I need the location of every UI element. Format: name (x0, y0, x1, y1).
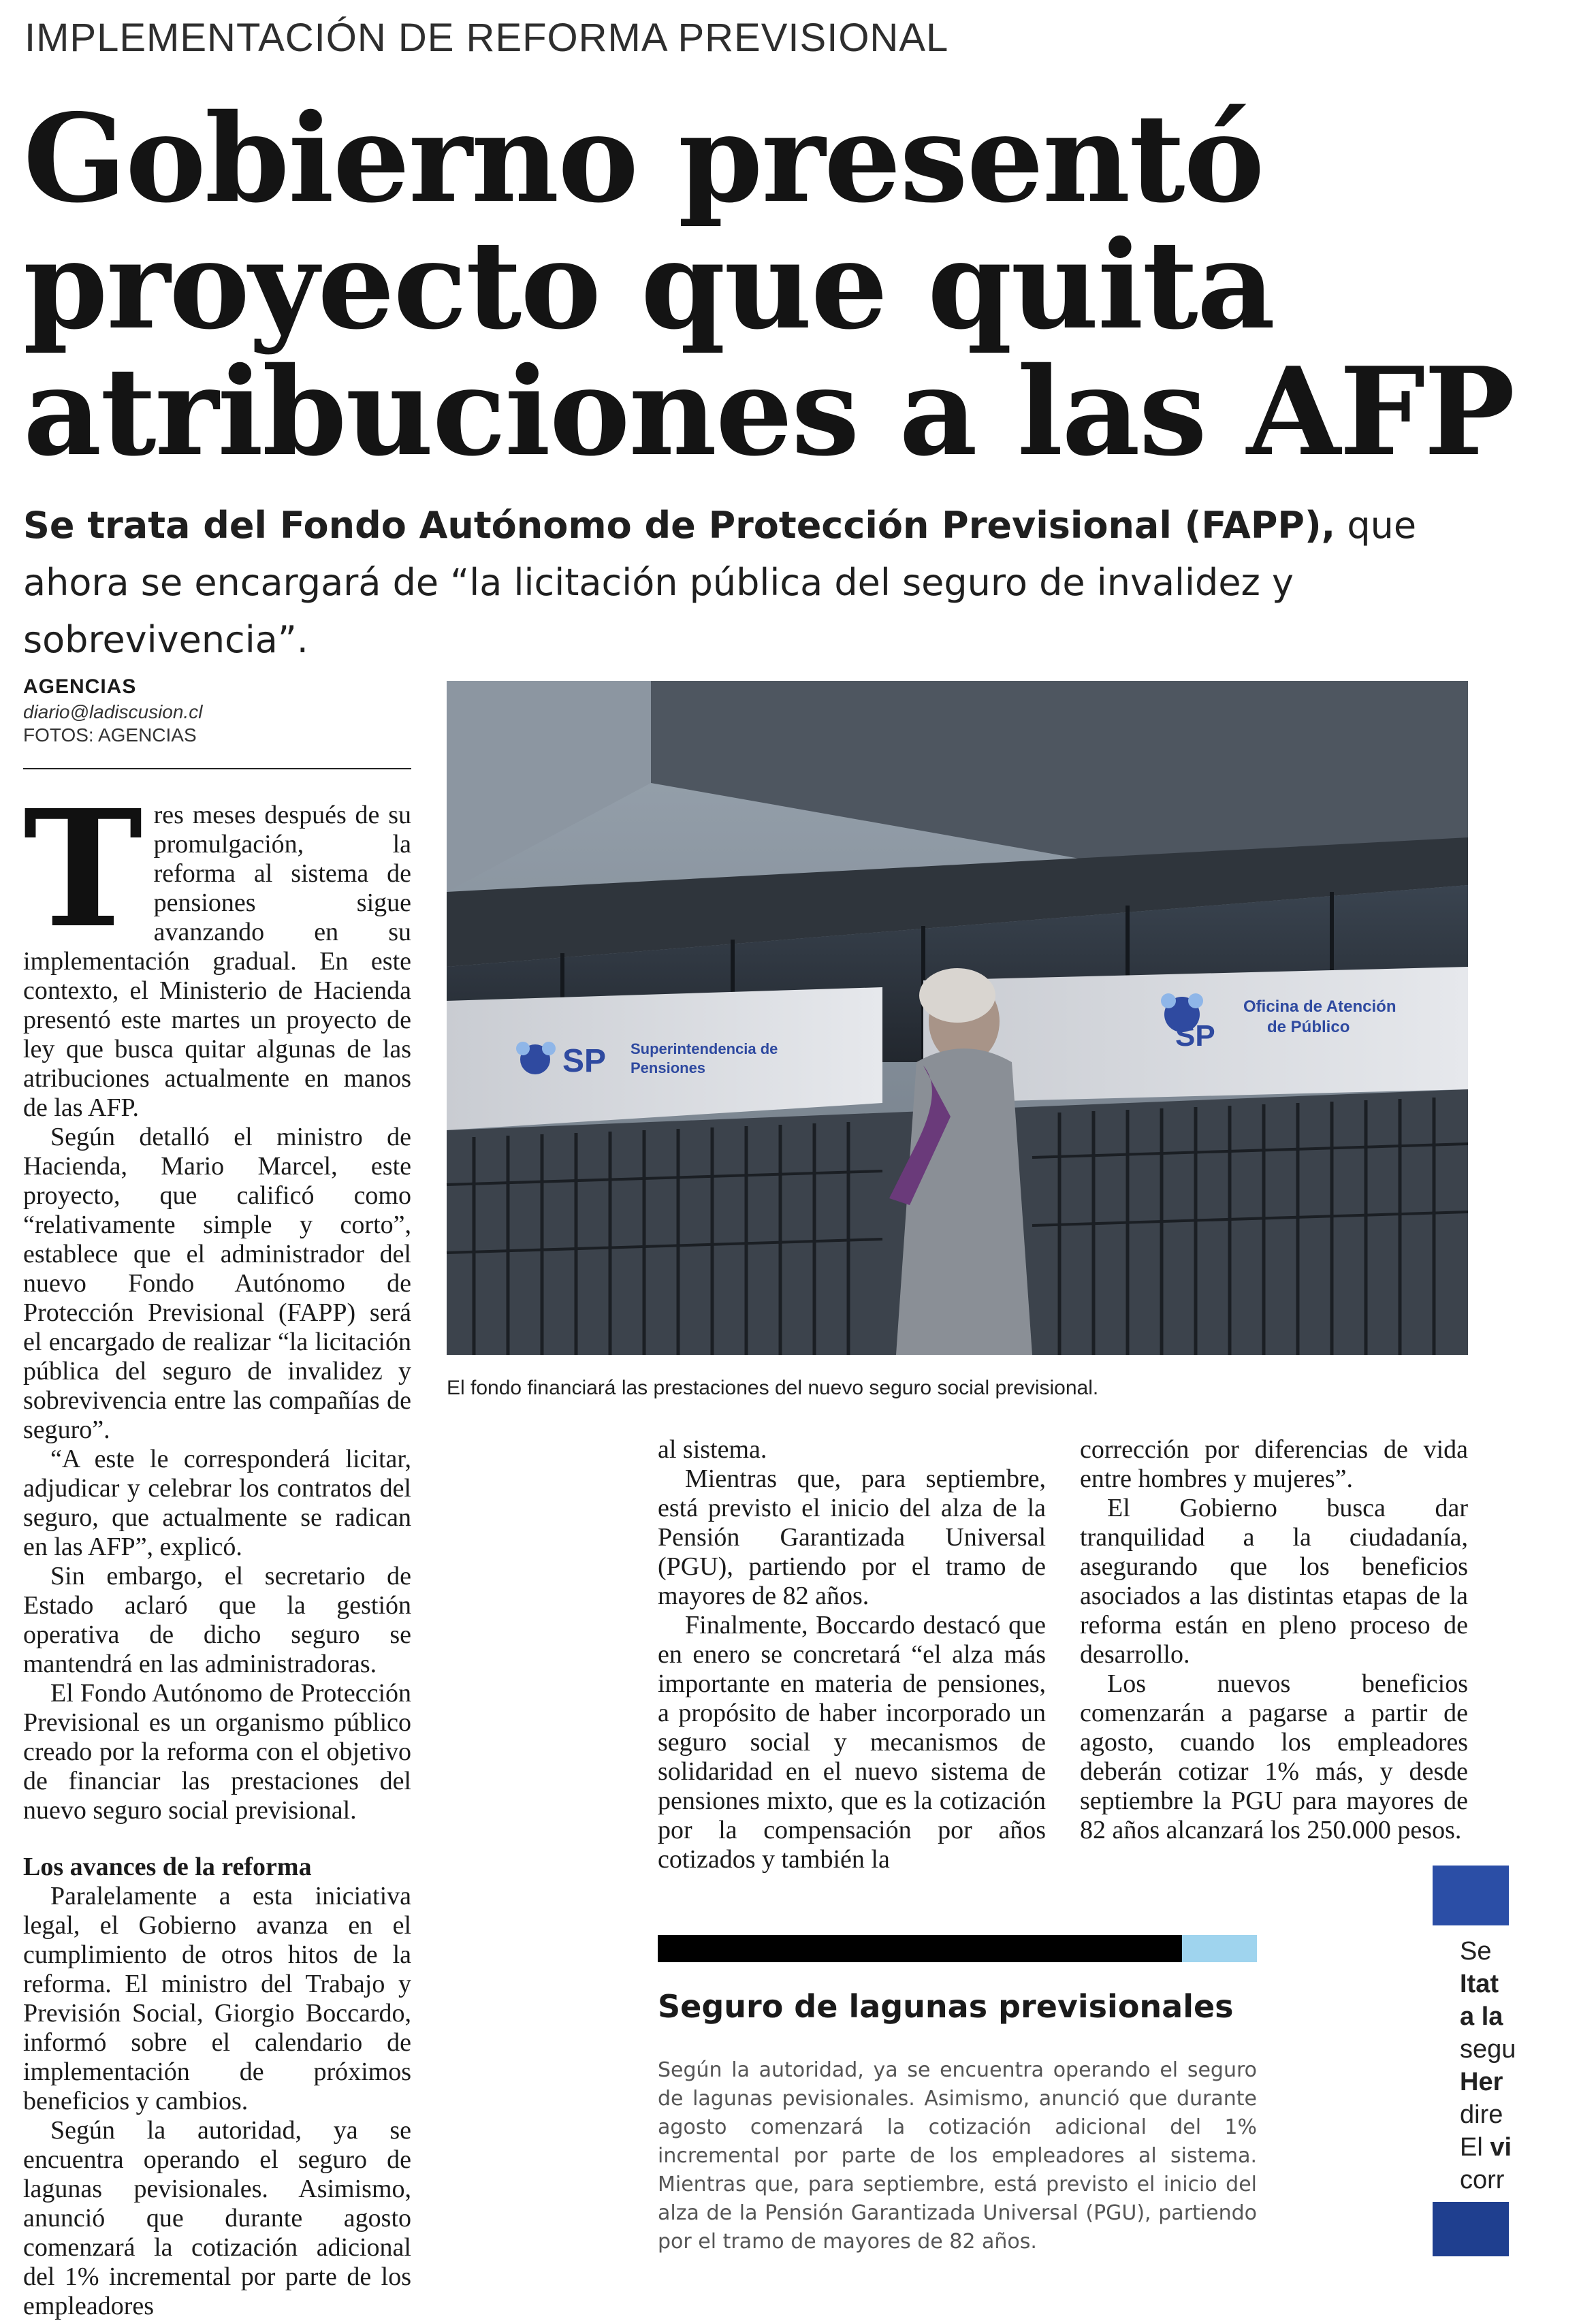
sign-right-line-1: Oficina de Atención (1243, 997, 1396, 1016)
paragraph: “A este le corresponderá licitar, adjudicar y celebrar los contratos del seguro, que actualmente se radican en las AFP”, explicó. (23, 1445, 411, 1561)
fragment-line: Se (1460, 1937, 1492, 1966)
fragment-line-bold: vi (1490, 2133, 1512, 2162)
subheading: Los avances de la reforma (23, 1853, 312, 1881)
fragment-line: segu (1460, 2035, 1516, 2064)
article-column-2 (658, 1435, 1046, 1874)
paragraph: Sin embargo, el secretario de Estado aclaró que la gestión operativa de dicho seguro se mantendrá en las administradoras. (23, 1562, 411, 1678)
paragraph: Mientras que, para septiembre, está previsto el inicio del alza de la Pensión Garantizada Universal (PGU), partiendo por el tramo de mayores de 82 años. (658, 1464, 1046, 1610)
adjacent-article-fragment (1433, 1838, 1516, 2315)
sign-right-logo: SP (1175, 1019, 1215, 1053)
adjacent-article-bar-top (1433, 1866, 1509, 1925)
byline-email: diario@ladiscusion.cl (23, 701, 203, 722)
fragment-line: a la (1460, 2002, 1503, 2031)
byline (23, 675, 411, 746)
byline-divider (23, 768, 411, 769)
paragraph: al sistema. (658, 1435, 767, 1464)
sidebar-box-accent (1182, 1935, 1257, 1962)
sign-left-line-2: Pensiones (631, 1059, 706, 1076)
byline-agency: AGENCIAS (23, 675, 137, 698)
photo-caption: El fondo financiará las prestaciones del nuevo seguro social previsional. (447, 1377, 1099, 1399)
sidebar-box-body: Según la autoridad, ya se encuentra operando el seguro de lagunas pevisionales. Asimismo, anunció que durante agosto comenzará la cotización adicional del 1% incremental por parte de los empleadores al sistema. Mientras que, para septiembre, está previsto el inicio del alza de la Pensión Garantizada Universal (PGU), partiendo por el tramo de mayores de 82 años. (658, 2058, 1257, 2254)
sign-right-line-2: de Público (1267, 1018, 1350, 1036)
article-column-3 (1080, 1435, 1468, 1845)
paragraph: corrección por diferencias de vida entre hombres y mujeres”. (1080, 1435, 1468, 1493)
paragraph: Según la autoridad, ya se encuentra operando el seguro de lagunas pevisionales. Asimismo, anunció que durante agosto comenzará la cotización adicional del 1% incremental por parte de los empleadores (23, 2116, 411, 2320)
adjacent-article-text (1460, 1935, 1596, 2196)
headline-line-3: atribuciones a las AFP (23, 340, 1514, 483)
deck-bold: Se trata del Fondo Autónomo de Protección Previsional (FAPP), (23, 504, 1336, 547)
paragraph: El Gobierno busca dar tranquilidad a la ciudadanía, asegurando que los beneficios asociados a las distintas etapas de la reforma están en pleno proceso de desarrollo. (1080, 1494, 1468, 1669)
fragment-line: Itat (1460, 1970, 1499, 1998)
sign-left-logo: SP (562, 1043, 607, 1079)
sidebar-box-title: Seguro de lagunas previsionales (658, 1988, 1234, 2025)
headline-line-2: proyecto que quita (23, 214, 1275, 356)
paragraph: Finalmente, Boccardo destacó que en enero se concretará “el alza más importante en materia de pensiones, a propósito de haber incorporado un seguro social y mecanismos de solidaridad en el nuevo sistema de pensiones mixto, que es la cotización por la compensación por años cotizados y también la (658, 1611, 1046, 1874)
fragment-line: Her (1460, 2068, 1503, 2096)
drop-cap: T (23, 774, 143, 963)
article-photo (447, 681, 1468, 1355)
paragraph: El Fondo Autónomo de Protección Previsional es un organismo público creado por la reforma con el objetivo de financiar las prestaciones del nuevo seguro social previsional. (23, 1679, 411, 1825)
headline (23, 87, 1514, 483)
fragment-line: dire (1460, 2100, 1503, 2129)
paragraph: Paralelamente a esta iniciativa legal, el Gobierno avanza en el cumplimiento de otros hitos de la reforma. El ministro del Trabajo y Previsión Social, Giorgio Boccardo, informó sobre el calendario de implementación de próximos beneficios y cambios. (23, 1882, 411, 2115)
section-kicker: IMPLEMENTACIÓN DE REFORMA PREVISIONAL (25, 16, 949, 60)
deck-subheadline (23, 497, 1480, 669)
article-column-1 (23, 774, 411, 2321)
photo-illustration (447, 681, 1468, 1355)
paragraph (23, 774, 411, 1123)
fragment-line: El (1460, 2133, 1490, 2162)
deck-rest: que ahora se encargará de “la licitación pública del seguro de invalidez y sobrevivencia”. (23, 504, 1417, 661)
headline-line-1: Gobierno presentó (23, 87, 1264, 229)
sign-left-line-1: Superintendencia de (631, 1040, 778, 1057)
adjacent-article-bar-bottom (1433, 2202, 1509, 2256)
paragraph: Según detalló el ministro de Hacienda, Mario Marcel, este proyecto, que calificó como “relativamente simple y corto”, establece que el administrador del nuevo Fondo Autónomo de Protección Previsional (FAPP) será el encargado de realizar “la licitación pública del seguro de invalidez y sobrevivencia entre las compañías de seguro”. (23, 1123, 411, 1444)
paragraph: Los nuevos beneficios comenzarán a pagarse a partir de agosto, cuando los empleadores deberán cotizar 1% más, y desde septiembre la PGU para mayores de 82 años alcanzará los 250.000 pesos. (1080, 1669, 1468, 1844)
byline-photo-credit: FOTOS: AGENCIAS (23, 724, 197, 746)
paragraph-text: res meses después de su promulgación, la reforma al sistema de pensiones sigue avanzando en su implementación gradual. En este contexto, el Ministerio de Hacienda presentó este martes un proyecto de ley que busca quitar algunas de las atribuciones actualmente en manos de las AFP. (23, 801, 411, 1122)
sidebar-box-bar (658, 1935, 1257, 1962)
fragment-line: corr (1460, 2166, 1505, 2194)
